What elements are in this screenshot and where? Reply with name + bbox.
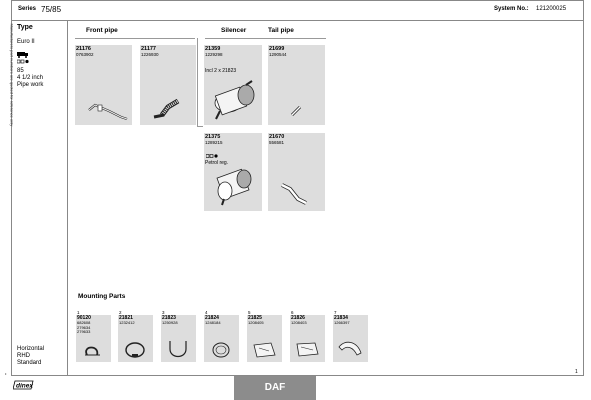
- mount-refs: [205, 321, 221, 326]
- mount-index: 2: [119, 310, 122, 315]
- mount-number: 21824: [205, 315, 219, 321]
- part-note: Petrol reg.: [205, 160, 229, 166]
- config-line: Horizontal: [17, 346, 45, 352]
- tail-pipe-illustration: [268, 133, 325, 211]
- system-label: System No.:: [494, 6, 529, 12]
- mount-box: [204, 315, 239, 362]
- config-line: RHD: [17, 353, 30, 359]
- variant-info: [17, 68, 43, 89]
- variant-line: 4 1/2 inch: [17, 75, 44, 81]
- euro-class: Euro II: [17, 39, 35, 45]
- connector-line: [75, 38, 195, 39]
- part-number: 21375: [205, 134, 221, 140]
- page-number: 1: [575, 369, 578, 375]
- mount-number: 90120: [77, 315, 91, 321]
- mount-refs: [162, 321, 178, 326]
- u-bolt-icon: [165, 339, 191, 359]
- mount-ref: 1248184: [205, 320, 221, 325]
- footer-mark: •: [5, 371, 7, 376]
- mount-box: [161, 315, 196, 362]
- part-ref: 0763902: [76, 52, 94, 57]
- section-front-pipe: Front pipe: [86, 27, 118, 34]
- section-silencer: Silencer: [221, 27, 247, 34]
- part-note: Incl 2 x 21823: [205, 68, 237, 74]
- flex-pipe-illustration: [140, 45, 196, 125]
- gasket-icon: [208, 339, 234, 359]
- silencer-illustration: [204, 45, 262, 125]
- heat-shield-icon: [337, 339, 363, 359]
- mount-number: 21823: [162, 315, 176, 321]
- mount-ref: 1208403: [291, 320, 307, 325]
- mount-ref: 279633: [77, 329, 91, 335]
- part-card[interactable]: [204, 133, 262, 211]
- part-ref: 1290544: [269, 52, 287, 57]
- config-info: [17, 346, 44, 367]
- mount-index: 3: [162, 310, 165, 315]
- part-number: 21699: [269, 46, 285, 52]
- brand-name: DAF: [264, 382, 286, 393]
- dinex-logo: [13, 379, 37, 393]
- side-note: Manufacturers part numbers are quoted for reference only: [9, 23, 15, 127]
- part-number: 21177: [141, 46, 156, 52]
- mount-index: 7: [334, 310, 337, 315]
- part-number: 21359: [205, 46, 221, 52]
- part-card[interactable]: [268, 45, 325, 125]
- mounting-part[interactable]: [118, 310, 153, 362]
- svg-text:dinex: dinex: [16, 382, 33, 390]
- mount-ref: 682608: [77, 320, 91, 325]
- system-value: 121200025: [536, 6, 567, 12]
- section-tail-pipe: Tail pipe: [268, 27, 294, 34]
- bracket-icon: [251, 339, 277, 359]
- mount-refs: [77, 321, 90, 335]
- mounting-part[interactable]: [204, 310, 239, 362]
- part-number: 21176: [76, 46, 91, 52]
- truck-icon: [17, 50, 31, 67]
- mounting-part[interactable]: [247, 310, 282, 362]
- mount-ref: 279634: [77, 324, 91, 330]
- mount-box: [247, 315, 282, 362]
- clamp-icon: [122, 339, 148, 359]
- connector-line: [205, 38, 326, 39]
- part-ref: 1229298: [205, 52, 223, 57]
- mount-ref: 1232412: [119, 320, 135, 325]
- mounting-part[interactable]: [76, 310, 111, 362]
- mount-box: [118, 315, 153, 362]
- series-label: Series: [18, 6, 37, 12]
- mount-number: 21821: [119, 315, 133, 321]
- connector-line: [197, 38, 198, 126]
- mount-box: [76, 315, 111, 362]
- part-card[interactable]: [140, 45, 196, 125]
- bracket-icon: [294, 339, 320, 359]
- mount-refs: [334, 321, 350, 326]
- brand-box: [234, 376, 316, 400]
- header-divider: [11, 20, 584, 21]
- mount-refs: [291, 321, 307, 326]
- variant-line: 85: [17, 68, 24, 74]
- front-pipe-illustration: [75, 45, 132, 125]
- part-card[interactable]: [75, 45, 132, 125]
- part-card[interactable]: [204, 45, 262, 125]
- mount-number: 21826: [291, 315, 305, 321]
- mount-refs: [119, 321, 135, 326]
- type-heading: Type: [17, 24, 33, 31]
- mount-refs: [248, 321, 264, 326]
- part-card[interactable]: [268, 133, 325, 211]
- mount-number: 21825: [248, 315, 262, 321]
- mounting-part[interactable]: [161, 310, 196, 362]
- tail-pipe-illustration: [268, 45, 325, 125]
- series-value: 75/85: [41, 5, 62, 14]
- mount-index: 1: [77, 310, 80, 315]
- mount-index: 6: [291, 310, 294, 315]
- mount-index: 5: [248, 310, 251, 315]
- mount-ref: 1208405: [248, 320, 264, 325]
- mount-index: 4: [205, 310, 208, 315]
- part-number: 21670: [269, 134, 285, 140]
- mount-ref: 1250928: [162, 320, 178, 325]
- mounting-part[interactable]: [290, 310, 325, 362]
- frame-right: [583, 0, 584, 376]
- column-divider: [67, 20, 68, 376]
- mount-box: [290, 315, 325, 362]
- variant-line: Pipe work: [17, 82, 44, 88]
- mounting-parts-title: Mounting Parts: [78, 293, 126, 300]
- mounting-part[interactable]: [333, 310, 368, 362]
- mount-box: [333, 315, 368, 362]
- mount-ref: 1266397: [334, 320, 350, 325]
- config-line: Standard: [17, 360, 42, 366]
- part-ref: 556581: [269, 140, 285, 145]
- connector-line: [197, 126, 203, 127]
- mount-number: 21834: [334, 315, 348, 321]
- part-ref: 1226930: [141, 52, 159, 57]
- clamp-icon: [80, 339, 106, 359]
- silencer-illustration: [204, 133, 262, 211]
- part-ref: 1289215: [205, 140, 223, 145]
- frame-top: [11, 0, 584, 1]
